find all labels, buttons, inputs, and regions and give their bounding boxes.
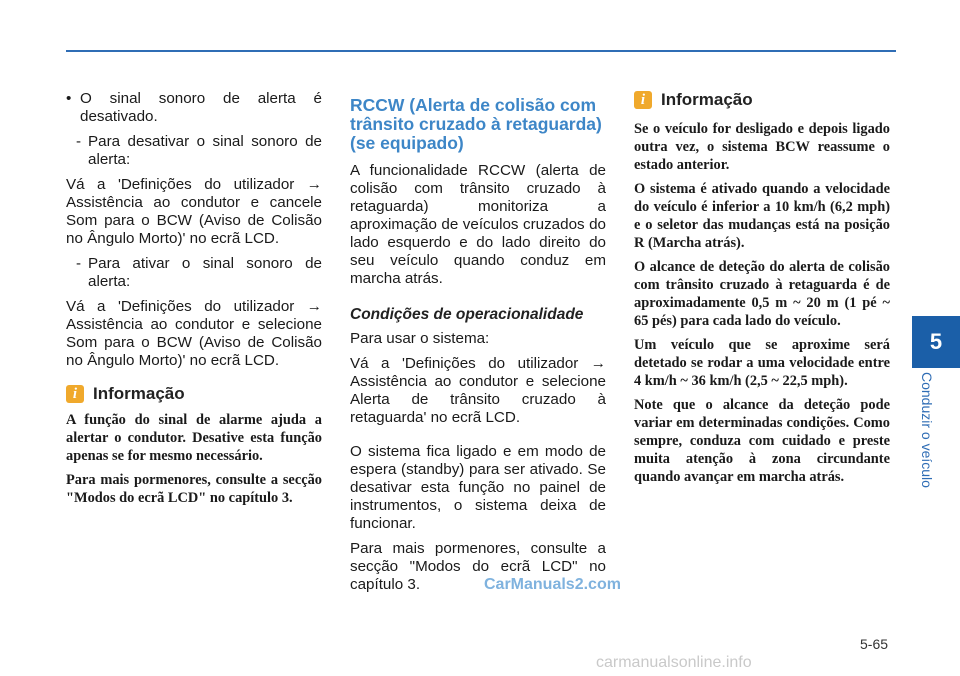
footer-watermark: carmanualsonline.info — [596, 654, 752, 671]
paragraph: Para usar o sistema: — [350, 330, 490, 347]
info-icon: i — [66, 385, 84, 403]
paragraph: O sistema fica ligado e em modo de espera (standby) para ser ativado. Se desativar esta função no painel de instrumentos, o sistema deixa de funcionar. — [350, 443, 606, 532]
info-title: Informação — [93, 384, 185, 403]
subsection-title: Condições de operacionalidade — [350, 306, 584, 323]
dash-item-enable: - Para ativar o sinal sonoro de alerta: — [76, 255, 322, 290]
bullet-item: • O sinal sonoro de alerta é desativado. — [66, 90, 322, 125]
bullet-marker: • — [66, 90, 72, 107]
chapter-side-label: Conduzir o veículo — [919, 372, 935, 488]
info-text: Se o veículo for desligado e depois ligado outra vez, o sistema BCW reassume o estado anterior. — [634, 121, 890, 173]
info-text: Note que o alcance da deteção pode variar em determinadas condições. Como sempre, conduza com cuidado e preste muita atenção à zona circundante quando avançar em marcha atrás. — [634, 397, 890, 485]
dash-marker: - — [76, 133, 82, 150]
page-number: 5-65 — [860, 636, 889, 652]
chapter-tab: 5 — [912, 316, 960, 368]
paragraph: Vá a 'Definições do utilizador → Assistência ao condutor e cancele Som para o BCW (Aviso de Colisão no Ângulo Morto)' no ecrã LCD. — [66, 176, 322, 247]
info-icon: i — [634, 91, 652, 109]
dash-marker: - — [76, 255, 82, 272]
header-rule — [66, 50, 896, 52]
watermark: CarManuals2.com — [484, 576, 621, 593]
info-heading — [634, 90, 890, 110]
column-middle — [350, 94, 606, 601]
paragraph: A funcionalidade RCCW (alerta de colisão com trânsito cruzado à retaguarda) monitoriza a aproximação de veículos cruzados do lado esquerdo e do lado direito do seu veículo quando conduz em marcha atrás. — [350, 162, 606, 287]
info-text: O sistema é ativado quando a velocidade do veículo é inferior a 10 km/h (6,2 mph) e o seletor das mudanças está na posição R (Marcha atrás). — [634, 181, 890, 251]
column-right — [634, 90, 890, 492]
info-text: O alcance de deteção do alerta de colisão com trânsito cruzado à retaguarda é de aproximadamente 0,5 m ~ 20 m (1 pé ~ 65 pés) para cada lado do veículo. — [634, 259, 890, 329]
dash-item-disable: - Para desativar o sinal sonoro de alerta: — [76, 133, 322, 168]
info-text: Para mais pormenores, consulte a secção "Modos do ecrã LCD" no capítulo 3. — [66, 472, 322, 506]
info-text: A função do sinal de alarme ajuda a alertar o condutor. Desative esta função apenas se for mesmo necessário. — [66, 412, 322, 464]
column-left — [66, 90, 322, 513]
paragraph: Vá a 'Definições do utilizador → Assistência ao condutor e selecione Som para o BCW (Aviso de Colisão no Ângulo Morto)' no ecrã LCD. — [66, 298, 322, 369]
section-title: RCCW (Alerta de colisão com trânsito cruzado à retaguarda) (se equipado) — [350, 95, 602, 153]
info-title: Informação — [661, 90, 753, 109]
info-heading — [66, 384, 322, 404]
paragraph: Para mais pormenores, consulte a secção "Modos do ecrã LCD" no capítulo 3. — [350, 540, 606, 593]
info-text: Um veículo que se aproxime será detetado se rodar a uma velocidade entre 4 km/h ~ 36 km/h (2,5 ~ 22,5 mph). — [634, 337, 890, 389]
paragraph: Vá a 'Definições do utilizador → Assistência ao condutor e selecione Alerta de trânsito cruzado à retaguarda' no ecrã LCD. — [350, 355, 606, 426]
